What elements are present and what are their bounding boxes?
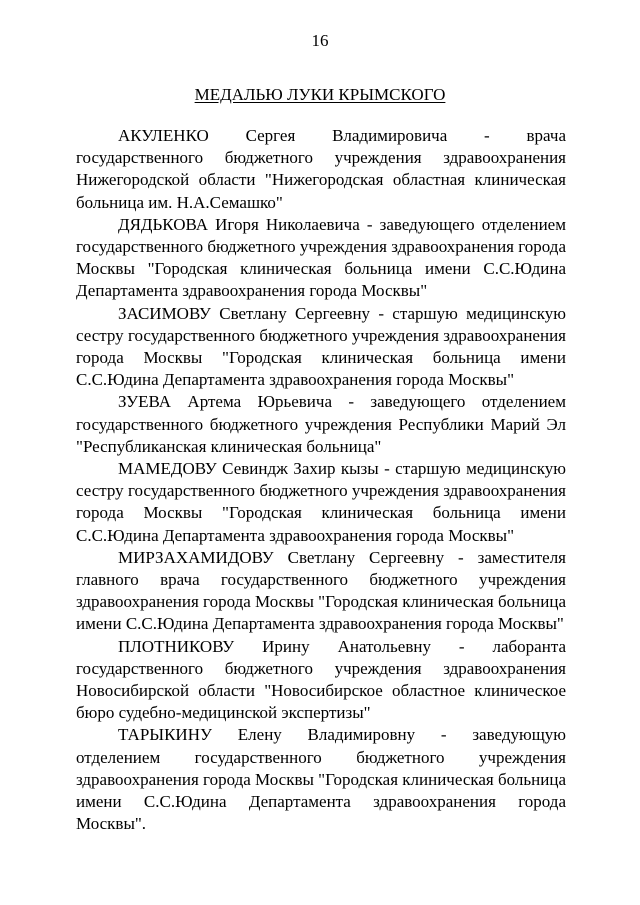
awardee-entry: ЗУЕВА Артема Юрьевича - заведующего отделением государственного бюджетного учреждения Республики Марий Эл "Республиканская клиническая больница" [76,392,566,456]
awardee-entry: ДЯДЬКОВА Игоря Николаевича - заведующего отделением государственного бюджетного учреждения здравоохранения города Москвы "Городская клиническая больница имени С.С.Юдина Департамента здравоохранения города Москвы" [76,214,566,301]
awardee-entry: ПЛОТНИКОВУ Ирину Анатольевну - лаборанта государственного бюджетного учреждения здравоохранения Новосибирской области "Новосибирское областное клиническое бюро судебно-медицинской экспертизы" [76,636,566,723]
awardee-entry: ЗАСИМОВУ Светлану Сергеевну - старшую медицинскую сестру государственного бюджетного учреждения здравоохранения города Москвы "Городская клиническая больница имени С.С.Юдина Департамента здравоохранения города Москвы" [76,303,566,390]
award-heading: МЕДАЛЬЮ ЛУКИ КРЫМСКОГО [194,85,446,104]
awardee-entry: ТАРЫКИНУ Елену Владимировну - заведующую отделением государственного бюджетного учреждения здравоохранения города Москвы "Городская клиническая больница имени С.С.Юдина Департамента здравоохранения города Москвы". [76,725,566,834]
awardee-entry: МАМЕДОВУ Севиндж Захир кызы - старшую медицинскую сестру государственного бюджетного учреждения здравоохранения города Москвы "Городская клиническая больница имени С.С.Юдина Департамента здравоохранения города Москвы" [76,459,566,545]
awardee-entry: МИРЗАХАМИДОВУ Светлану Сергеевну - заместителя главного врача государственного бюджетного учреждения здравоохранения города Москвы "Городская клиническая больница имени С.С.Юдина Департамента здравоохранения города Москвы" [76,547,566,634]
page-number: 16 [311,31,329,50]
awardee-entry: АКУЛЕНКО Сергея Владимировича - врача государственного бюджетного учреждения здравоохранения Нижегородской области "Нижегородская областная клиническая больница им. Н.А.Семашко" [76,126,566,212]
awardee-list [76,125,566,836]
